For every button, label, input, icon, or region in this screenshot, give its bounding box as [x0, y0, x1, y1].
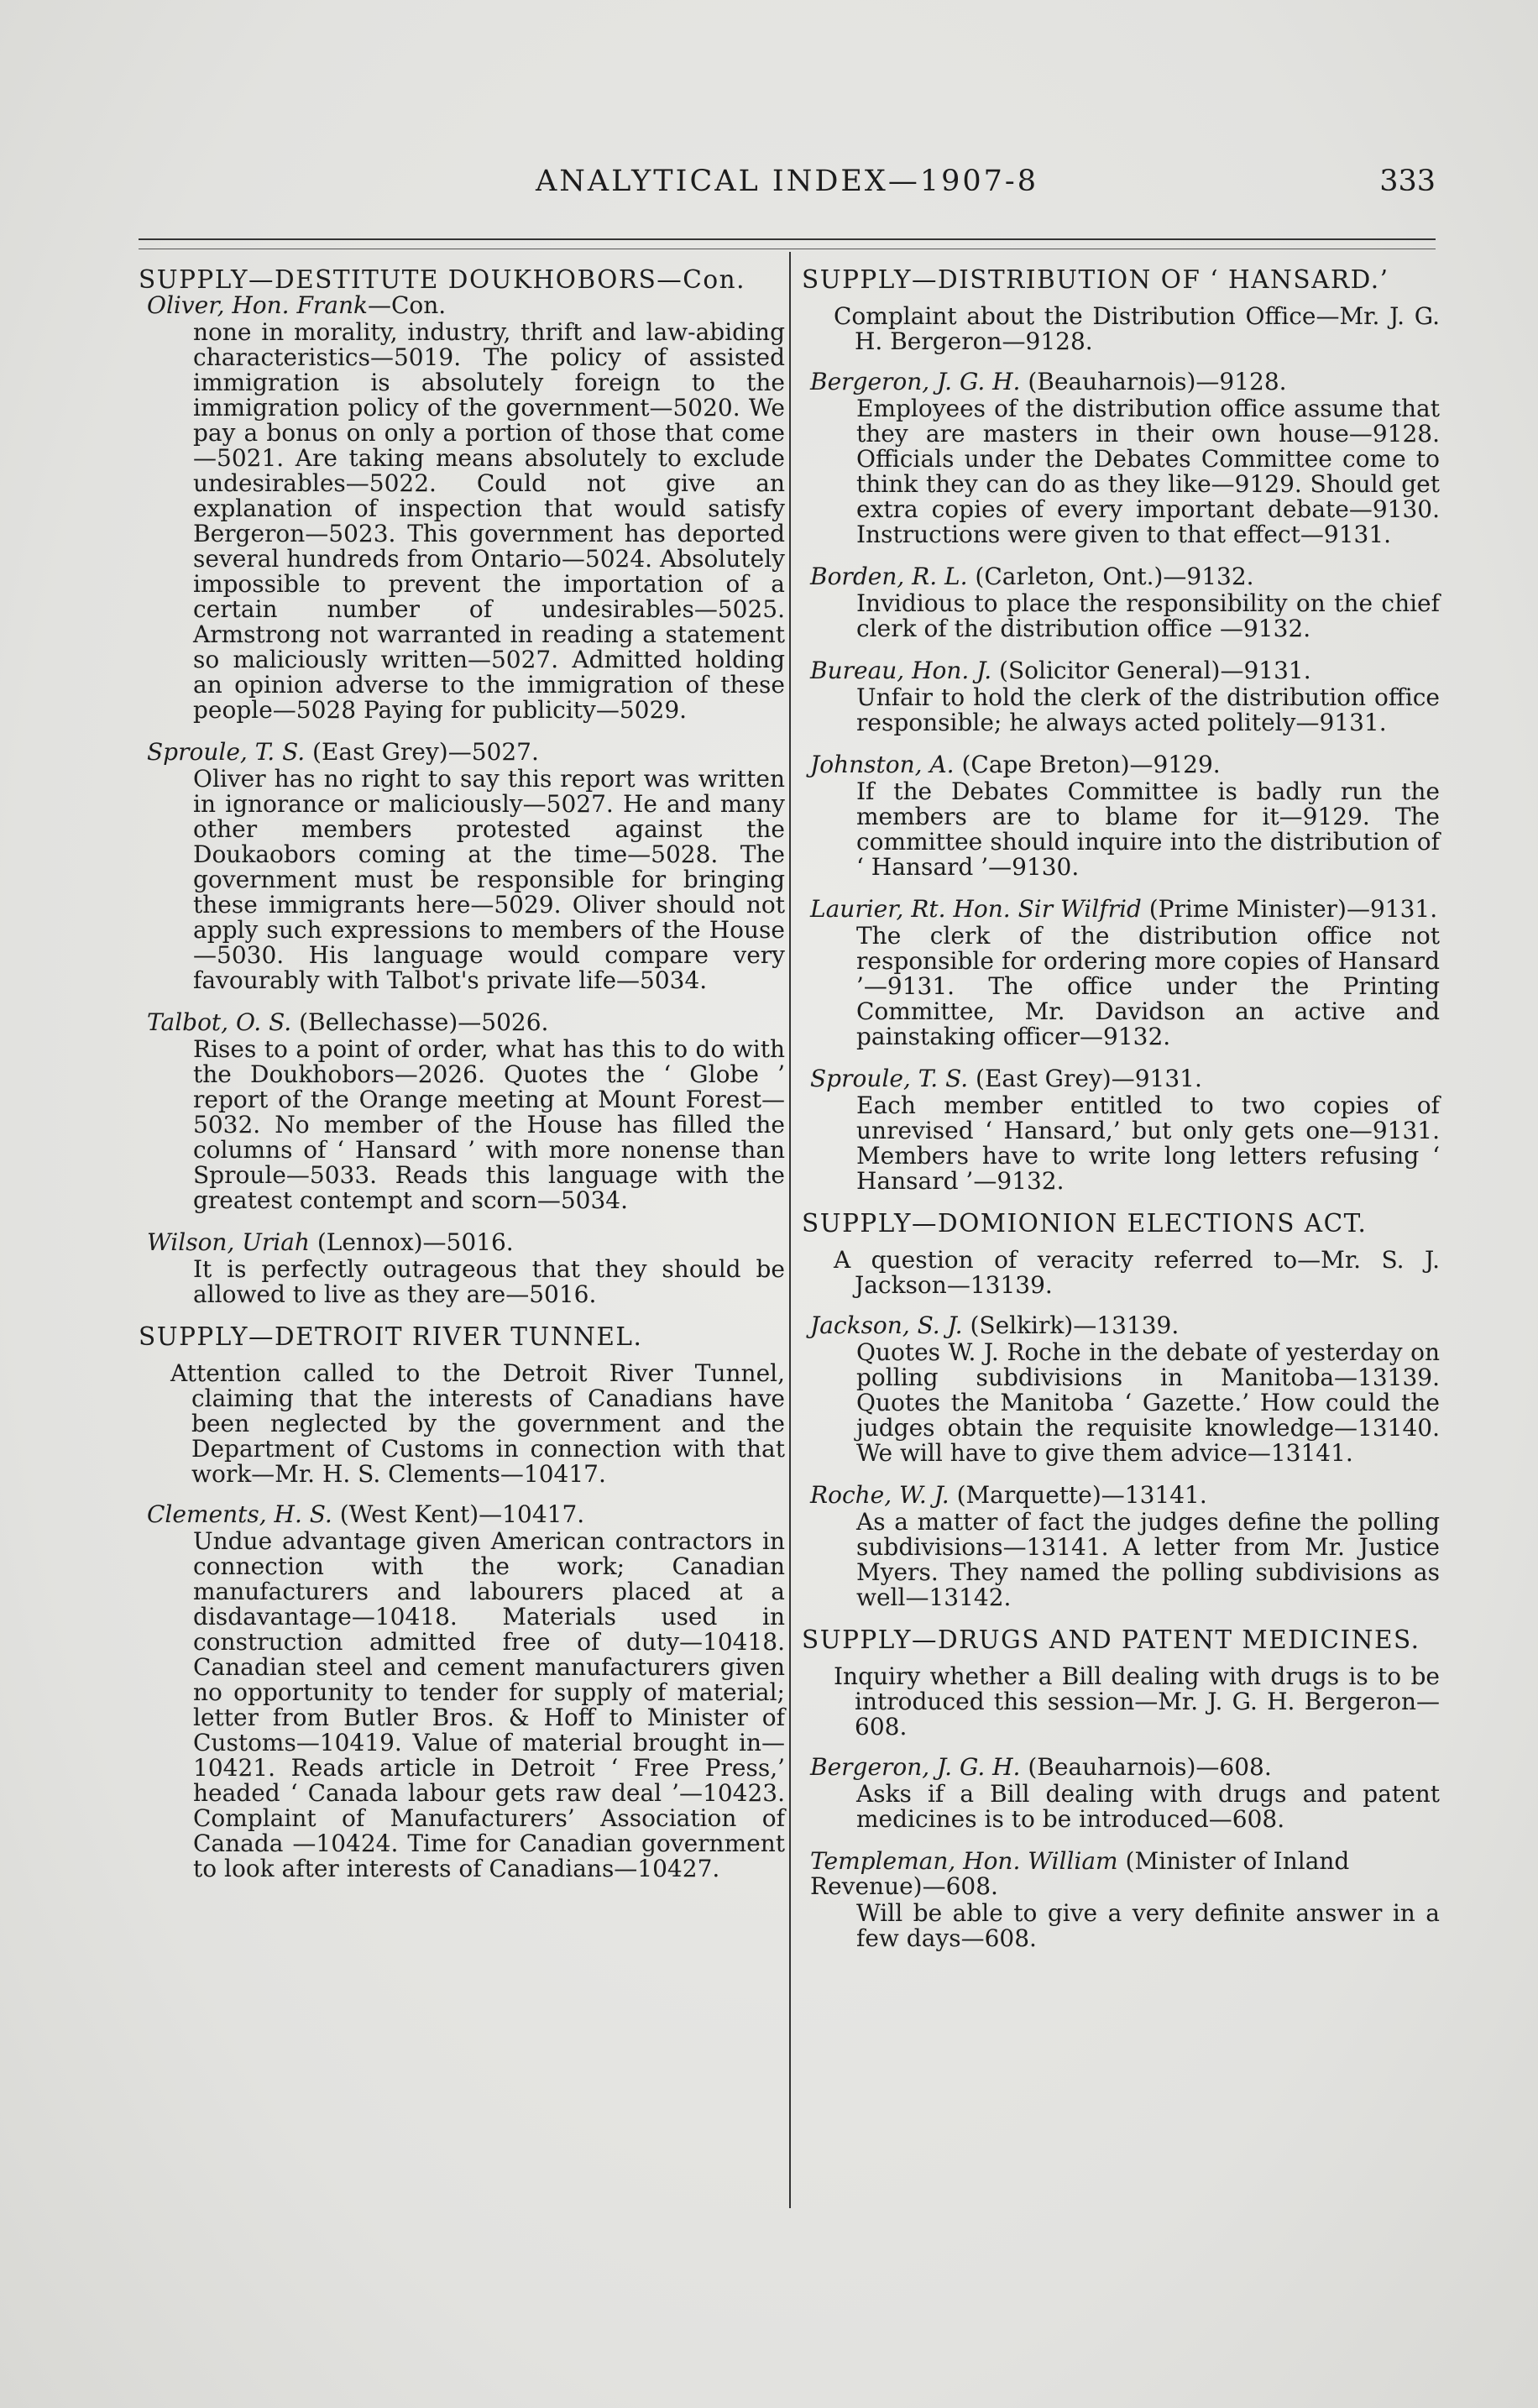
entry-text: The clerk of the distribution office not responsible for ordering more copies of Hansard ’—9131. The office under the Printing Committee, Mr. Davidson an active and painstaking officer—9132.	[856, 922, 1440, 1050]
entry-text: Rises to a point of order, what has this to do with the Doukhobors—2026. Quotes the ‘ Globe ’ report of the Orange meeting at Mount Forest—5032. No member of the House has filled the columns of ‘ Hansard ’ with more nonense than Sproule—5033. Reads this language with the greatest contempt and scorn—5034.	[193, 1035, 785, 1214]
speaker-riding: (East Grey)—5027.	[305, 738, 539, 766]
running-title: ANALYTICAL INDEX—1907-8	[535, 165, 1039, 198]
speaker-riding: (Carleton, Ont.)—9132.	[967, 563, 1254, 590]
section-heading: SUPPLY—DOMIONION ELECTIONS ACT.	[802, 1209, 1368, 1238]
speaker-name: Laurier, Rt. Hon. Sir Wilfrid	[810, 895, 1142, 923]
speaker-entry	[139, 1230, 785, 1255]
speaker-riding: (Bellechasse)—5026.	[291, 1008, 549, 1036]
speaker-name: Oliver, Hon. Frank	[147, 291, 368, 319]
entry-text: Oliver has no right to say this report was written in ignorance or maliciously—5027. He and many other members protested against the Doukaobors coming at the time—5028. The government must be responsible for bringing these immigrants here—5029. Oliver should not apply such expressions to members of the House—5030. His language would compare very favourably with Talbot's private life—5034.	[193, 765, 785, 994]
speaker-riding: (Beauharnois)—9128.	[1020, 368, 1287, 395]
entry-text: Unfair to hold the clerk of the distribution office responsible; he always acted politely—9131.	[856, 683, 1440, 736]
entry-text: If the Debates Committee is badly run the members are to blame for it—9129. The committee should inquire into the distribution of ‘ Hansard ’—9130.	[856, 777, 1440, 881]
page-number: 333	[1379, 165, 1436, 198]
speaker-entry	[802, 897, 1440, 922]
speaker-entry	[139, 1010, 785, 1035]
speaker-riding: (Solicitor General)—9131.	[991, 657, 1311, 684]
speaker-entry	[802, 752, 1440, 777]
section-intro: Inquiry whether a Bill dealing with drugs is to be introduced this session—Mr. J. G. H. Bergeron—608.	[834, 1662, 1440, 1741]
speaker-entry	[139, 293, 785, 318]
speaker-name: Roche, W. J.	[810, 1481, 949, 1509]
entry-text: Quotes W. J. Roche in the debate of yesterday on polling subdivisions in Manitoba—13139. Quotes the Manitoba ‘ Gazette.’ How could the judges obtain the requisite knowledge—13140. We will have to give them advice—13141.	[856, 1338, 1440, 1467]
speaker-riding: (Minister of Inland Revenue)—608.	[810, 1847, 1350, 1900]
speaker-entry	[802, 1066, 1440, 1091]
speaker-name: Clements, H. S.	[147, 1500, 332, 1528]
section-heading: SUPPLY—DETROIT RIVER TUNNEL.	[139, 1322, 643, 1351]
entry-text: Will be able to give a very definite answer in a few days—608.	[856, 1899, 1440, 1952]
speaker-entry	[802, 1849, 1440, 1899]
speaker-entry	[802, 369, 1440, 395]
speaker-name: Borden, R. L.	[810, 563, 968, 590]
speaker-riding: (East Grey)—9131.	[968, 1065, 1202, 1092]
section-heading: SUPPLY—DRUGS AND PATENT MEDICINES.	[802, 1625, 1420, 1654]
entry-text: Asks if a Bill dealing with drugs and patent medicines is to be introduced—608.	[856, 1780, 1440, 1833]
speaker-riding: (Lennox)—5016.	[309, 1228, 514, 1256]
speaker-entry	[139, 1502, 785, 1527]
right-column	[802, 267, 1440, 1968]
section-heading: SUPPLY—DISTRIBUTION OF ‘ HANSARD.’	[802, 265, 1389, 294]
speaker-entry	[802, 1483, 1440, 1508]
speaker-riding: (Prime Minister)—9131.	[1141, 895, 1438, 923]
speaker-riding: (Beauharnois)—608.	[1020, 1753, 1272, 1781]
speaker-name: Talbot, O. S.	[147, 1008, 292, 1036]
entry-text: Each member entitled to two copies of unrevised ‘ Hansard,’ but only gets one—9131. Members have to write long letters refusing ‘ Hansard ’—9132.	[856, 1091, 1440, 1195]
left-column	[139, 267, 785, 1898]
speaker-name: Templeman, Hon. William	[810, 1847, 1118, 1875]
header-rule-thick	[139, 238, 1436, 240]
speaker-entry	[802, 658, 1440, 683]
column-divider	[789, 252, 791, 2208]
entry-text: As a matter of fact the judges define the polling subdivisions—13141. A letter from Mr. Justice Myers. They named the polling subdivisions as well—13142.	[856, 1508, 1440, 1611]
speaker-entry	[802, 1313, 1440, 1338]
speaker-riding: (Cape Breton)—9129.	[954, 751, 1221, 778]
speaker-riding: (Selkirk)—13139.	[962, 1311, 1180, 1339]
speaker-entry	[139, 740, 785, 765]
speaker-riding: (Marquette)—13141.	[949, 1481, 1207, 1509]
speaker-riding: —Con.	[367, 291, 447, 319]
entry-text: Employees of the distribution office assume that they are masters in their own house—9128. Officials under the Debates Committee come to think they can do as they like—9129. Should get extra copies of every important debate—9130. Instructions were given to that effect—9131.	[856, 395, 1440, 548]
speaker-entry	[802, 564, 1440, 589]
section-intro: Complaint about the Distribution Office—Mr. J. G. H. Bergeron—9128.	[834, 302, 1440, 355]
entry-text: none in morality, industry, thrift and law-abiding characteristics—5019. The policy of assisted immigration is absolutely foreign to the immigration policy of the government—5020. We pay a bonus on only a portion of those that come—5021. Are taking means absolutely to exclude undesirables—5022. Could not give an explanation of inspection that would satisfy Bergeron—5023. This government has deported several hundreds from Ontario—5024. Absolutely impossible to prevent the importation of a certain number of undesirables—5025. Armstrong not warranted in reading a statement so maliciously written—5027. Admitted holding an opinion adverse to the immigration of these people—5028 Paying for publicity—5029.	[193, 318, 785, 724]
speaker-riding: (West Kent)—10417.	[332, 1500, 585, 1528]
entry-text: It is perfectly outrageous that they should be allowed to live as they are—5016.	[193, 1255, 785, 1308]
speaker-name: Sproule, T. S.	[147, 738, 306, 766]
page-header	[139, 160, 1436, 210]
section-intro: Attention called to the Detroit River Tunnel, claiming that the interests of Canadians have been neglected by the government and the Department of Customs in connection with that work—Mr. H. S. Clements—10417.	[170, 1359, 785, 1488]
section-heading: SUPPLY—DESTITUTE DOUKHOBORS—Con.	[139, 265, 745, 294]
speaker-name: Bureau, Hon. J.	[810, 657, 992, 684]
speaker-name: Johnston, A.	[810, 751, 955, 778]
entry-text: Invidious to place the responsibility on the chief clerk of the distribution office —9132.	[856, 589, 1440, 642]
section-intro: A question of veracity referred to—Mr. S. J. Jackson—13139.	[834, 1246, 1440, 1299]
speaker-name: Sproule, T. S.	[810, 1065, 969, 1092]
speaker-name: Jackson, S. J.	[810, 1311, 963, 1339]
speaker-name: Wilson, Uriah	[147, 1228, 310, 1256]
speaker-name: Bergeron, J. G. H.	[810, 368, 1021, 395]
speaker-name: Bergeron, J. G. H.	[810, 1753, 1021, 1781]
speaker-entry	[802, 1755, 1440, 1780]
entry-text: Undue advantage given American contractors in connection with the work; Canadian manufacturers and labourers placed at a disdavantage—10418. Materials used in construction admitted free of duty—10418. Canadian steel and cement manufacturers given no opportunity to tender for supply of material; letter from Butler Bros. & Hoff to Minister of Customs—10419. Value of material brought in—10421. Reads article in Detroit ‘ Free Press,’ headed ‘ Canada labour gets raw deal ’—10423. Complaint of Manufacturers’ Association of Canada —10424. Time for Canadian government to look after interests of Canadians—10427.	[193, 1527, 785, 1882]
